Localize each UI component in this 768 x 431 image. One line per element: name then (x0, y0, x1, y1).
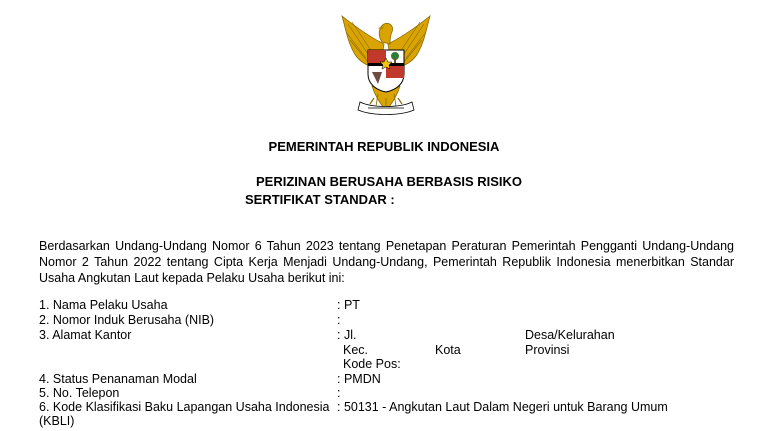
field-value: : Jl. (337, 328, 357, 342)
field-value: : PT (337, 298, 360, 312)
field-value: : 50131 - Angkutan Laut Dalam Negeri untuk Barang Umum (337, 400, 668, 414)
address-desa: Desa/Kelurahan (525, 328, 615, 342)
document-title: PERIZINAN BERUSAHA BERBASIS RISIKO (256, 174, 523, 189)
government-title: PEMERINTAH REPUBLIK INDONESIA (268, 139, 500, 154)
field-value: : (337, 386, 341, 400)
field-value: : (337, 313, 341, 327)
field-label: 2. Nomor Induk Berusaha (NIB) (39, 313, 215, 327)
address-kota: Kota (435, 343, 461, 357)
field-value: : PMDN (337, 372, 381, 386)
address-provinsi: Provinsi (525, 343, 570, 357)
garuda-emblem-icon (338, 14, 434, 120)
field-label: 6. Kode Klasifikasi Baku Lapangan Usaha Indonesia (39, 400, 330, 414)
field-label: 1. Nama Pelaku Usaha (39, 298, 168, 312)
certificate-label: SERTIFIKAT STANDAR : (245, 192, 395, 207)
cropped-next-row (39, 425, 739, 431)
field-label: 3. Alamat Kantor (39, 328, 132, 342)
field-label: 5. No. Telepon (39, 386, 120, 400)
intro-paragraph: Berdasarkan Undang-Undang Nomor 6 Tahun 2023 tentang Penetapan Peraturan Pemerintah Pengganti Undang-Undang Nomor 2 Tahun 2022 tentang Cipta Kerja Menjadi Undang-Undang, Pemerintah Republik Indonesia menerbitkan Standar Usaha Angkutan Laut kepada Pelaku Usaha berikut ini: (39, 239, 734, 285)
field-label-continued: (KBLI) (39, 414, 75, 428)
address-kodepos: Kode Pos: (343, 357, 401, 371)
address-kec: Kec. (343, 343, 369, 357)
field-label: 4. Status Penanaman Modal (39, 372, 197, 386)
